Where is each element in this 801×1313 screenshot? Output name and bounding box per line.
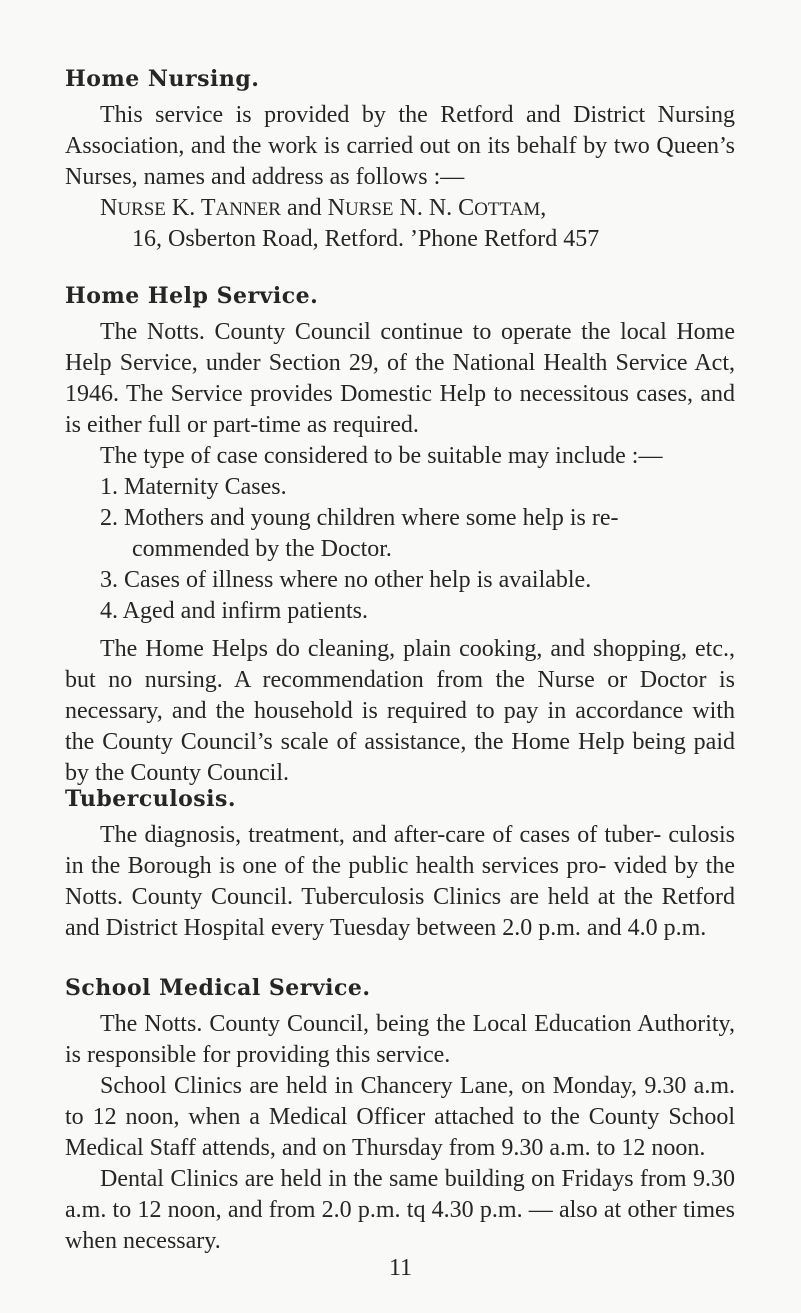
school-medical-para-3: Dental Clinics are held in the same building on Fridays from 9.30 a.m. to 12 noon, and from 2.0 p.m. tq 4.30 p.m. — also at other times when necessary.: [65, 1166, 735, 1254]
home-help-intro: The Notts. County Council continue to operate the local Home Help Service, under Section 29, of the National Health Service Act, 1946. The Service provides Domestic Help to necessitous cases, and is either full or part-time as required.: [65, 319, 735, 438]
page-number: 11: [388, 1255, 413, 1281]
list-item-3: 3. Cases of illness where no other help is available.: [100, 567, 592, 593]
school-medical-para-1: The Notts. County Council, being the Local Education Authority, is responsible for providing this service.: [65, 1011, 735, 1068]
heading-tuberculosis: Tuberculosis.: [65, 786, 237, 812]
home-nursing-intro: This service is provided by the Retford and District Nursing Association, and the work is carried out on its behalf by two Queen’s Nurses, names and address as follows :—: [65, 102, 735, 190]
list-item-4: 4. Aged and infirm patients.: [100, 598, 368, 624]
list-item-1: 1. Maternity Cases.: [100, 474, 287, 500]
home-help-list-intro: The type of case considered to be suitable may include :—: [100, 443, 663, 469]
nurses-address: 16, Osberton Road, Retford. ’Phone Retford 457: [132, 226, 600, 252]
list-item-2: 2. Mothers and young children where some help is re-: [100, 505, 619, 531]
heading-home-help: Home Help Service.: [65, 283, 319, 309]
home-help-closing: The Home Helps do cleaning, plain cooking, and shopping, etc., but no nursing. A recommendation from the Nurse or Doctor is necessary, and the household is required to pay in accordance with the County Council’s scale of assistance, the Home Help being paid by the County Council.: [65, 636, 735, 786]
nurses-line: NURSE K. TANNER and NURSE N. N. COTTAM,: [100, 195, 547, 221]
heading-home-nursing: Home Nursing.: [65, 66, 260, 92]
tuberculosis-body: The diagnosis, treatment, and after-care of cases of tuber- culosis in the Borough is one of the public health services pro- vided by the Notts. County Council. Tuberculosis Clinics are held at the Retford and District Hospital every Tuesday between 2.0 p.m. and 4.0 p.m.: [65, 822, 735, 941]
list-item-2-continued: commended by the Doctor.: [132, 536, 392, 562]
school-medical-para-2: School Clinics are held in Chancery Lane, on Monday, 9.30 a.m. to 12 noon, when a Medical Officer attached to the County School Medical Staff attends, and on Thursday from 9.30 a.m. to 12 noon.: [65, 1073, 735, 1161]
heading-school-medical: School Medical Service.: [65, 975, 371, 1001]
